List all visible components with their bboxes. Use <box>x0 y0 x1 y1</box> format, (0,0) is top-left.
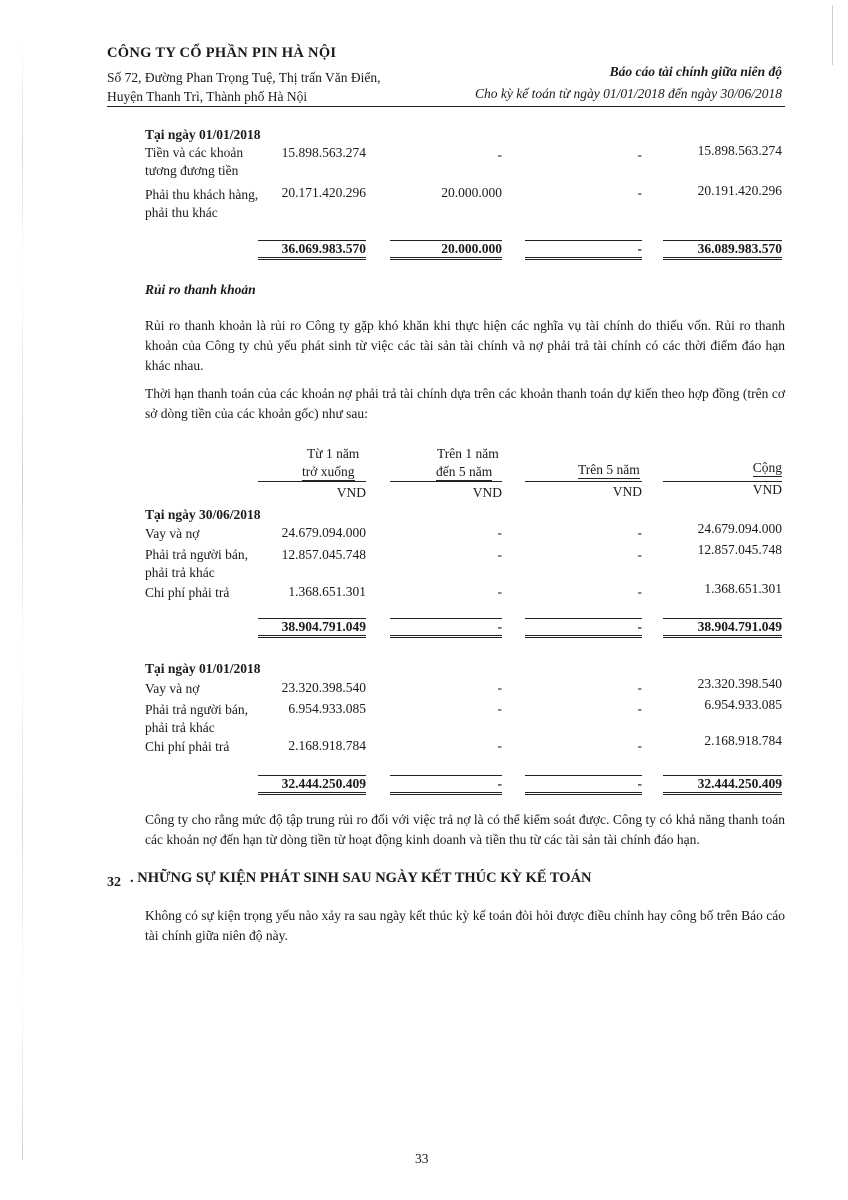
block1-row-label: Chi phí phải trả <box>145 585 230 600</box>
block2-row-c3: - <box>637 701 642 716</box>
liquidity-paragraph-2: Thời hạn thanh toán của các khoản nợ phải trả tài chính dựa trên các khoản thanh toán dự kiến theo hợp đồng (trên cơ sở dòng tiền của các khoản gốc) như sau: <box>145 386 785 421</box>
block1-row-c4: 1.368.651.301 <box>704 581 782 596</box>
block2-row-label: Phải trả người bán, phải trả khác <box>145 702 248 735</box>
liquidity-paragraph-1: Rủi ro thanh khoản là rủi ro Công ty gặp khó khăn khi thực hiện các nghĩa vụ tài chính do thiếu vốn. Rủi ro thanh khoản của Công ty chủ yếu phát sinh từ việc các tài sản tài chính và nợ phải trả tài chính có các thời điểm đáo hạn khác nhau. <box>145 318 785 373</box>
block1-row-c1: 24.679.094.000 <box>281 525 366 540</box>
report-title: Báo cáo tài chính giữa niên độ <box>609 64 782 79</box>
block2-row-c4: 2.168.918.784 <box>704 733 782 748</box>
block1-row-label: Phải trả người bán, phải trả khác <box>145 547 248 580</box>
unit-c4: VND <box>752 482 782 497</box>
block2-total-c4: 32.444.250.409 <box>663 775 782 795</box>
liquidity-conclusion: Công ty cho rằng mức độ tập trung rủi ro đối với việc trả nợ là có thể kiểm soát được. Công ty có khả năng thanh toán các khoản nợ đến hạn từ dòng tiền từ hoạt động kinh doanh và tiền thu từ các tài sản tài chính đáo hạn. <box>145 812 785 847</box>
company-name: CÔNG TY CỔ PHẦN PIN HÀ NỘI <box>107 45 337 61</box>
unit-c3: VND <box>612 484 642 499</box>
unit-c2: VND <box>472 485 502 500</box>
block2-row-c1: 2.168.918.784 <box>288 738 366 753</box>
credit-row-c3: - <box>637 147 642 162</box>
col-header-c1-line2: trở xuống <box>302 464 355 479</box>
credit-row-c4: 15.898.563.274 <box>697 143 782 158</box>
credit-row-label: Tiền và các khoản tương đương tiền <box>145 145 244 178</box>
col-header-c4: Cộng <box>752 460 782 475</box>
header-divider <box>107 106 785 107</box>
block2-total-c1: 32.444.250.409 <box>258 775 366 795</box>
block1-row-c1: 1.368.651.301 <box>288 584 366 599</box>
company-address-line2: Huyện Thanh Trì, Thành phố Hà Nội <box>107 89 308 104</box>
credit-row-c2: - <box>497 147 502 162</box>
block1-row-c4: 24.679.094.000 <box>697 521 782 536</box>
block1-row-c4: 12.857.045.748 <box>697 542 782 557</box>
report-period: Cho kỳ kế toán từ ngày 01/01/2018 đến ngày 30/06/2018 <box>475 86 782 101</box>
block2-row-c1: 23.320.398.540 <box>281 680 366 695</box>
credit-row-c4: 20.191.420.296 <box>697 183 782 198</box>
block1-row-c3: - <box>637 584 642 599</box>
col-underline-c1 <box>258 481 366 482</box>
scan-edge-left <box>22 40 23 1160</box>
block2-total-c2: - <box>390 775 502 795</box>
section-title: . NHỮNG SỰ KIỆN PHÁT SINH SAU NGÀY KẾT THÚC KỲ KẾ TOÁN <box>130 870 592 886</box>
col-header-c1-line1: Từ 1 năm <box>307 446 360 461</box>
block1-row-c2: - <box>497 584 502 599</box>
company-address-line1: Số 72, Đường Phan Trọng Tuệ, Thị trấn Văn Điển, <box>107 70 381 85</box>
section-number: 32 <box>107 875 121 890</box>
block2-date-label: Tại ngày 01/01/2018 <box>145 661 261 676</box>
block1-row-c2: - <box>497 525 502 540</box>
block2-row-c4: 6.954.933.085 <box>704 697 782 712</box>
block2-row-c1: 6.954.933.085 <box>288 701 366 716</box>
col-underline-c2 <box>390 481 502 482</box>
credit-row-c2: 20.000.000 <box>441 185 502 200</box>
block2-row-c3: - <box>637 680 642 695</box>
credit-total-c4: 36.089.983.570 <box>663 240 782 260</box>
credit-row-c1: 20.171.420.296 <box>281 185 366 200</box>
col-header-c3: Trên 5 năm <box>578 462 640 477</box>
block2-row-c2: - <box>497 738 502 753</box>
credit-total-c2: 20.000.000 <box>390 240 502 260</box>
block2-row-label: Vay và nợ <box>145 681 200 696</box>
block1-row-c3: - <box>637 525 642 540</box>
credit-total-c1: 36.069.983.570 <box>258 240 366 260</box>
block2-row-c2: - <box>497 680 502 695</box>
page-number: 33 <box>415 1151 429 1166</box>
block1-row-c3: - <box>637 547 642 562</box>
liquidity-heading: Rủi ro thanh khoản <box>145 282 256 297</box>
scan-edge-right <box>832 5 833 65</box>
section-body: Không có sự kiện trọng yếu nào xảy ra sau ngày kết thúc kỳ kế toán đòi hỏi được điều chỉnh hay công bố trên Báo cáo tài chính giữa niên độ này. <box>145 908 785 943</box>
col-header-c2-line2: đến 5 năm <box>436 464 493 479</box>
col-header-c2-line1: Trên 1 năm <box>437 446 499 461</box>
block1-total-c1: 38.904.791.049 <box>258 618 366 638</box>
block2-row-c3: - <box>637 738 642 753</box>
credit-total-c3: - <box>525 240 642 260</box>
block1-row-c2: - <box>497 547 502 562</box>
block2-row-c4: 23.320.398.540 <box>697 676 782 691</box>
block1-total-c2: - <box>390 618 502 638</box>
credit-row-c1: 15.898.563.274 <box>281 145 366 160</box>
credit-row-c3: - <box>637 185 642 200</box>
block2-total-c3: - <box>525 775 642 795</box>
block1-total-c3: - <box>525 618 642 638</box>
block2-row-label: Chi phí phải trả <box>145 739 230 754</box>
col-underline-c3 <box>525 481 642 482</box>
block2-row-c2: - <box>497 701 502 716</box>
block1-total-c4: 38.904.791.049 <box>663 618 782 638</box>
credit-row-label: Phải thu khách hàng, phải thu khác <box>145 187 259 220</box>
unit-c1: VND <box>336 485 366 500</box>
block1-row-label: Vay và nợ <box>145 526 200 541</box>
credit-date-label: Tại ngày 01/01/2018 <box>145 127 261 142</box>
block1-date-label: Tại ngày 30/06/2018 <box>145 507 261 522</box>
block1-row-c1: 12.857.045.748 <box>281 547 366 562</box>
